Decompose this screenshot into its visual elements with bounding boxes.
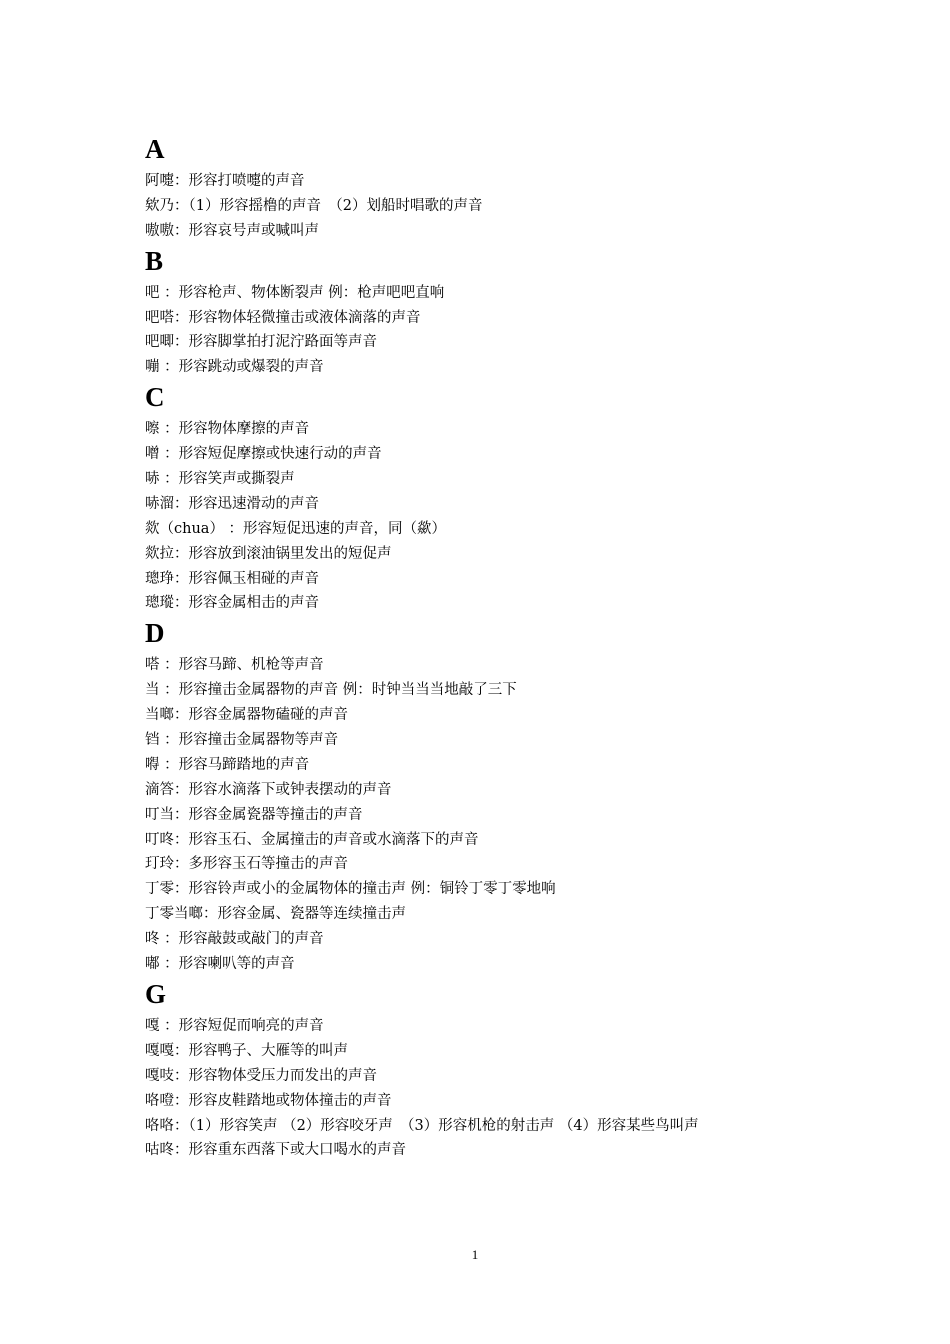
- entry-line: 叮咚：形容玉石、金属撞击的声音或水滴落下的声音: [145, 831, 479, 848]
- section-c: [145, 380, 825, 616]
- entry-line: 吧唧：形容脚掌拍打泥泞路面等声音: [145, 334, 377, 351]
- entry-line: 欻（chua） ：形容短促迅速的声音，同（歘）: [145, 520, 447, 537]
- entry-line: 阿嚏：形容打喷嚏的声音: [145, 173, 305, 189]
- entry-line: 欻拉：形容放到滚油锅里发出的短促声: [145, 545, 392, 562]
- entry-line: 欸乃：（1）形容摇橹的声音 （2）划船时唱歌的声音: [145, 197, 483, 214]
- entry-line: 吧嗒：形容物体轻微撞击或液体滴落的声音: [145, 309, 421, 326]
- entry-line: 叮当：形容金属瓷器等撞击的声音: [145, 806, 363, 823]
- entry-line: 璁瑽：形容金属相击的声音: [145, 595, 319, 612]
- entry-line: 哧溜：形容迅速滑动的声音: [145, 495, 319, 512]
- section-b: [145, 244, 825, 381]
- entry-line: 嘣 ：形容跳动或爆裂的声音: [145, 359, 324, 376]
- section-g: [145, 977, 825, 1163]
- entry-line: 当 ：形容撞击金属器物的声音 例：时钟当当当地敲了三下: [145, 682, 517, 699]
- page-number: 1: [471, 1247, 479, 1262]
- entry-line: 嘎吱：形容物体受压力而发出的声音: [145, 1067, 377, 1084]
- section-heading: G: [145, 978, 167, 1009]
- section-heading: B: [145, 245, 164, 276]
- entry-line: 噌 ：形容短促摩擦或快速行动的声音: [145, 446, 382, 463]
- entry-line: 嗒 ：形容马蹄、机枪等声音: [145, 657, 324, 674]
- entry-line: 咚 ：形容敲鼓或敲门的声音: [145, 931, 324, 948]
- entry-line: 璁琤：形容佩玉相碰的声音: [145, 570, 319, 587]
- entry-line: 咯咯：（1）形容笑声 （2）形容咬牙声 （3）形容机枪的射击声 （4）形容某些鸟叫声: [145, 1117, 699, 1134]
- entry-line: 丁零：形容铃声或小的金属物体的撞击声 例：铜铃丁零丁零地响: [145, 881, 556, 898]
- entry-line: 咕咚：形容重东西落下或大口喝水的声音: [145, 1142, 406, 1159]
- entry-line: 玎玲：多形容玉石等撞击的声音: [145, 856, 348, 873]
- entry-line: 嘟 ：形容喇叭等的声音: [145, 956, 295, 973]
- entry-line: 嘚 ：形容马蹄踏地的声音: [145, 756, 310, 773]
- entry-line: 嗷嗷：形容哀号声或喊叫声: [145, 222, 319, 239]
- entry-line: 嘎嘎：形容鸭子、大雁等的叫声: [145, 1042, 348, 1059]
- entry-line: 滴答：形容水滴落下或钟表摆动的声音: [145, 781, 392, 798]
- entry-line: 铛 ：形容撞击金属器物等声音: [145, 732, 339, 749]
- section-heading: C: [145, 382, 165, 413]
- entry-line: 当啷：形容金属器物磕碰的声音: [145, 707, 348, 724]
- section-a: [145, 132, 825, 244]
- entry-line: 嚓 ：形容物体摩擦的声音: [145, 421, 310, 438]
- section-d: [145, 616, 825, 977]
- section-heading: A: [145, 134, 165, 164]
- entry-line: 咯噔：形容皮鞋踏地或物体撞击的声音: [145, 1092, 392, 1109]
- section-heading: D: [145, 618, 165, 649]
- entry-line: 吧 ：形容枪声、物体断裂声 例：枪声吧吧直响: [145, 284, 445, 301]
- entry-line: 丁零当啷：形容金属、瓷器等连续撞击声: [145, 906, 406, 923]
- entry-line: 哧 ：形容笑声或撕裂声: [145, 471, 295, 488]
- entry-line: 嘎 ：形容短促而响亮的声音: [145, 1017, 324, 1034]
- document-body: [145, 132, 825, 1163]
